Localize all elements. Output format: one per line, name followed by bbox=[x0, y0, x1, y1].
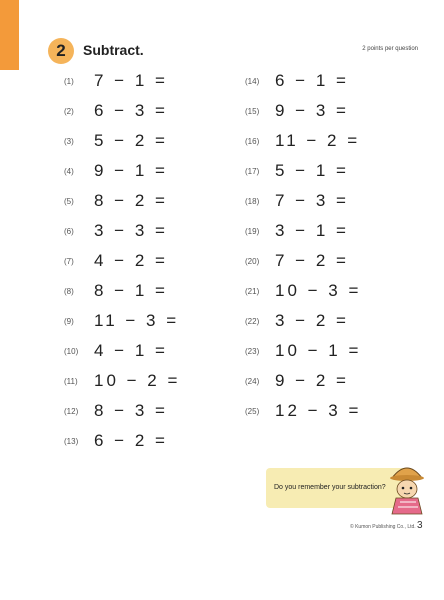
problem-number: (24) bbox=[245, 376, 260, 386]
problem-number: (10) bbox=[64, 346, 79, 356]
problem-number: (21) bbox=[245, 286, 260, 296]
problem-item bbox=[245, 276, 361, 306]
problem-item bbox=[64, 246, 180, 276]
problem-item bbox=[64, 216, 180, 246]
problem-expression: 9 − 2 = bbox=[275, 371, 349, 390]
problem-number: (3) bbox=[64, 136, 74, 146]
problem-column-left bbox=[64, 66, 180, 456]
copyright-text: © Kumon Publishing Co., Ltd. bbox=[350, 524, 416, 530]
problem-expression: 6 − 3 = bbox=[94, 101, 168, 120]
problem-number: (19) bbox=[245, 226, 260, 236]
problem-expression: 3 − 3 = bbox=[94, 221, 168, 240]
problem-number: (7) bbox=[64, 256, 74, 266]
problem-number: (16) bbox=[245, 136, 260, 146]
problem-expression: 12 − 3 = bbox=[275, 401, 362, 420]
problem-number: (8) bbox=[64, 286, 74, 296]
problem-expression: 3 − 2 = bbox=[275, 311, 349, 330]
problem-expression: 4 − 1 = bbox=[94, 341, 168, 360]
problem-item bbox=[245, 246, 361, 276]
problem-item bbox=[64, 156, 180, 186]
problem-expression: 7 − 2 = bbox=[275, 251, 349, 270]
page-number: 3 bbox=[417, 520, 423, 531]
callout-text: Do you remember your subtraction? bbox=[274, 484, 386, 491]
problem-item bbox=[245, 336, 361, 366]
problem-item bbox=[245, 306, 361, 336]
problem-expression: 10 − 1 = bbox=[275, 341, 362, 360]
problem-expression: 5 − 1 = bbox=[275, 161, 349, 180]
problem-expression: 8 − 1 = bbox=[94, 281, 168, 300]
problem-item bbox=[245, 126, 361, 156]
points-note: 2 points per question bbox=[362, 46, 418, 52]
section-title: Subtract. bbox=[83, 42, 144, 58]
problem-number: (18) bbox=[245, 196, 260, 206]
problem-number: (20) bbox=[245, 256, 260, 266]
problem-expression: 6 − 1 = bbox=[275, 71, 349, 90]
problem-number: (11) bbox=[64, 376, 78, 386]
mascot-illustration-icon bbox=[382, 456, 432, 516]
problem-item bbox=[64, 66, 180, 96]
problem-item bbox=[245, 396, 361, 426]
problem-item bbox=[64, 96, 180, 126]
problem-item bbox=[64, 276, 180, 306]
problem-item bbox=[245, 66, 361, 96]
problem-item bbox=[64, 426, 180, 456]
problem-number: (15) bbox=[245, 106, 260, 116]
problem-number: (23) bbox=[245, 346, 260, 356]
problem-number: (4) bbox=[64, 166, 74, 176]
problem-expression: 9 − 1 = bbox=[94, 161, 168, 180]
problem-number: (14) bbox=[245, 76, 260, 86]
problem-expression: 5 − 2 = bbox=[94, 131, 168, 150]
problem-item bbox=[64, 126, 180, 156]
problem-item bbox=[64, 336, 180, 366]
problem-expression: 8 − 2 = bbox=[94, 191, 168, 210]
problem-number: (6) bbox=[64, 226, 74, 236]
orange-side-tab bbox=[0, 0, 19, 70]
problem-number: (1) bbox=[64, 76, 74, 86]
problem-expression: 7 − 3 = bbox=[275, 191, 349, 210]
problem-expression: 7 − 1 = bbox=[94, 71, 168, 90]
problem-item bbox=[64, 186, 180, 216]
problem-number: (17) bbox=[245, 166, 260, 176]
problem-item bbox=[245, 216, 361, 246]
problem-expression: 3 − 1 = bbox=[275, 221, 349, 240]
problem-item bbox=[64, 366, 180, 396]
problem-expression: 11 − 2 = bbox=[275, 131, 361, 150]
problem-item bbox=[64, 306, 180, 336]
problem-expression: 10 − 2 = bbox=[94, 371, 181, 390]
problem-item bbox=[245, 186, 361, 216]
problem-expression: 6 − 2 = bbox=[94, 431, 168, 450]
problem-expression: 11 − 3 = bbox=[94, 311, 180, 330]
problem-number: (22) bbox=[245, 316, 260, 326]
section-number-badge: 2 bbox=[48, 38, 74, 64]
problem-item bbox=[245, 96, 361, 126]
problem-column-right bbox=[245, 66, 361, 426]
problem-number: (25) bbox=[245, 406, 260, 416]
problem-expression: 10 − 3 = bbox=[275, 281, 362, 300]
problem-item bbox=[245, 366, 361, 396]
problem-number: (2) bbox=[64, 106, 74, 116]
problem-expression: 9 − 3 = bbox=[275, 101, 349, 120]
problem-number: (9) bbox=[64, 316, 74, 326]
problem-item bbox=[64, 396, 180, 426]
problem-expression: 4 − 2 = bbox=[94, 251, 168, 270]
problem-number: (5) bbox=[64, 196, 74, 206]
problem-number: (13) bbox=[64, 436, 79, 446]
problem-number: (12) bbox=[64, 406, 79, 416]
section-header bbox=[48, 38, 428, 68]
problem-item bbox=[245, 156, 361, 186]
problem-expression: 8 − 3 = bbox=[94, 401, 168, 420]
